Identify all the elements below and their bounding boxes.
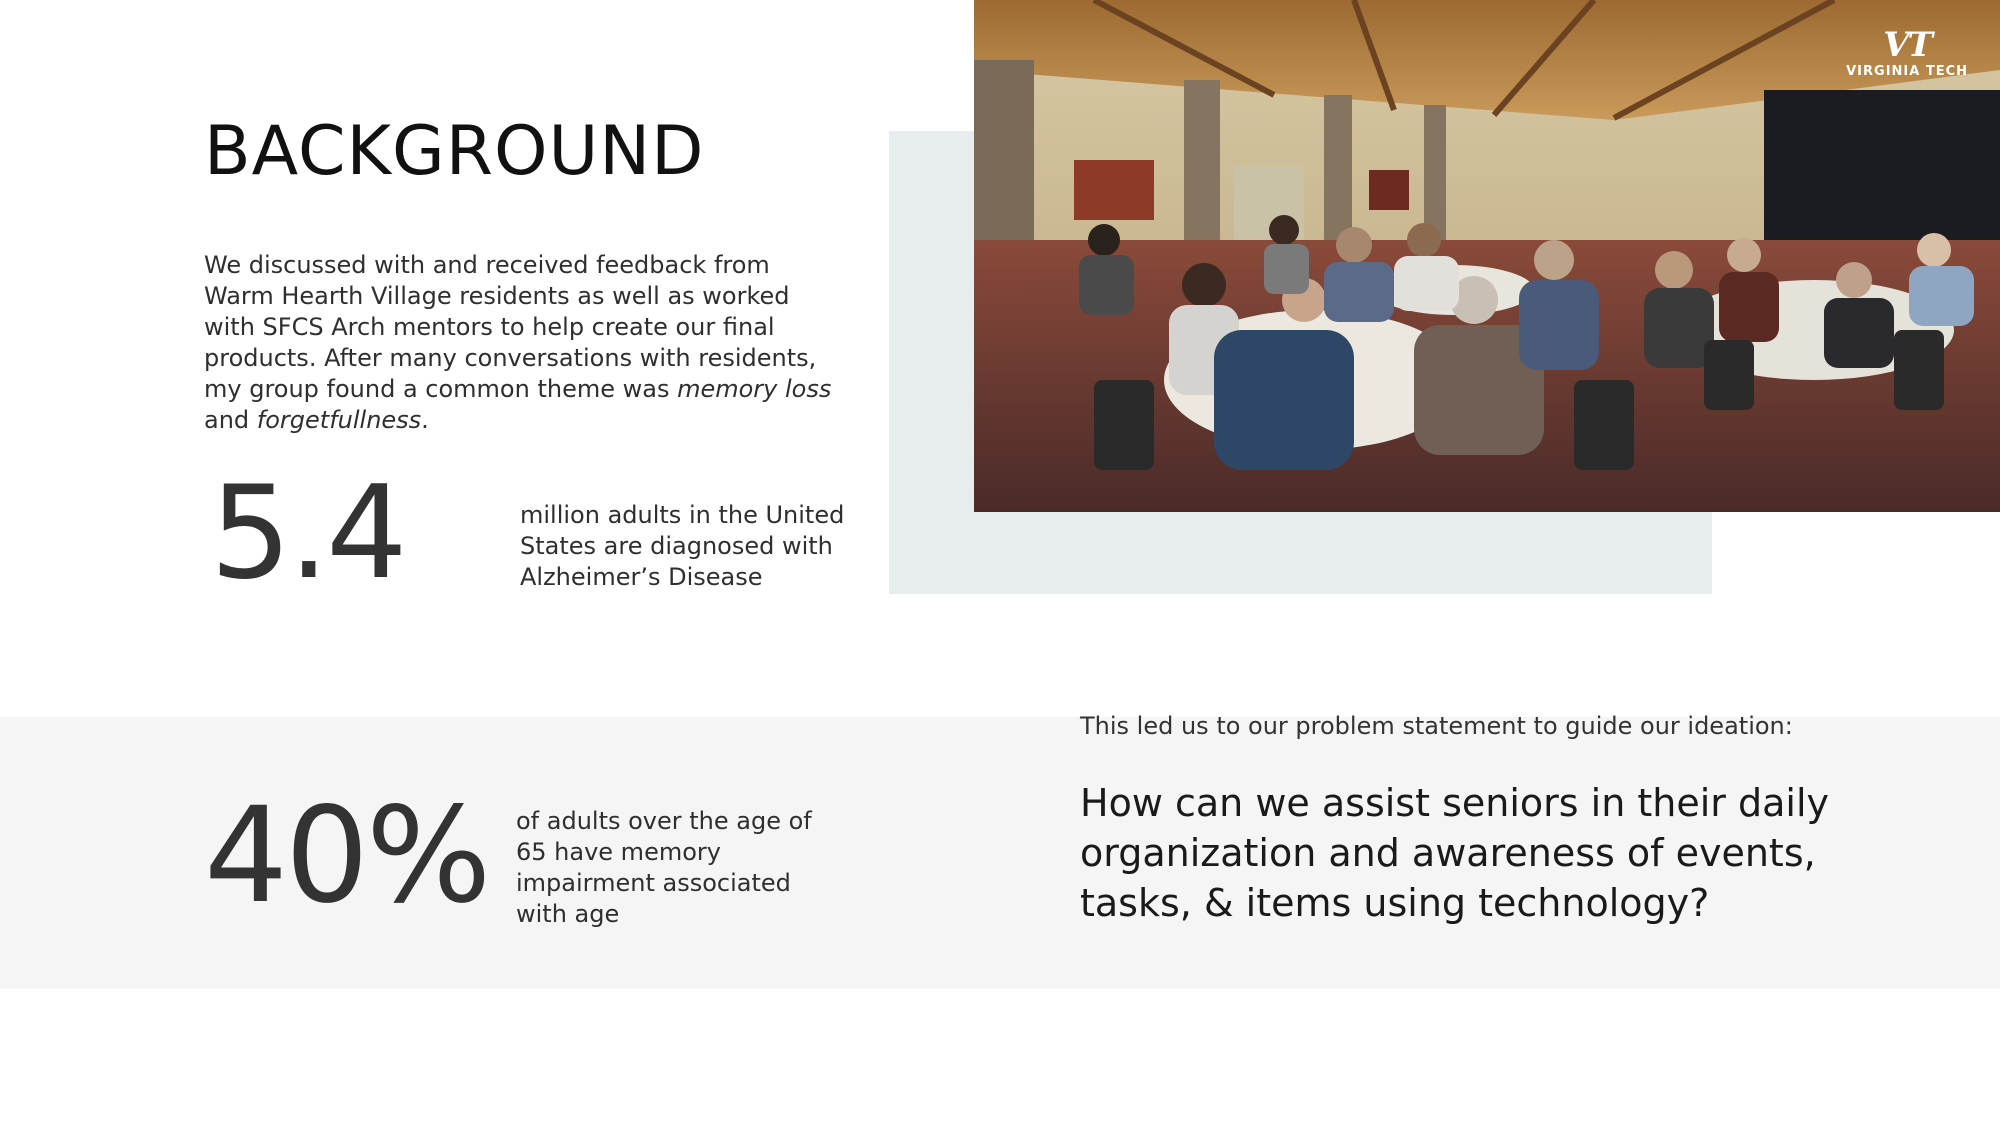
stat-value-alzheimers: 5.4 (210, 459, 405, 608)
intro-emphasis-forgetfulness: forgetfullness (256, 406, 422, 434)
intro-paragraph (204, 250, 844, 436)
stat-value-memory: 40% (204, 779, 489, 933)
problem-statement: How can we assist seniors in their daily organization and awareness of events, tasks, & items using technology? (1080, 781, 1829, 925)
intro-emphasis-memory-loss: memory loss (677, 375, 832, 403)
stat-description-memory: of adults over the age of 65 have memory impairment associated with age (516, 807, 812, 928)
slide-title: BACKGROUND (204, 112, 705, 191)
intro-end: . (421, 406, 429, 434)
intro-connector: and (204, 406, 257, 434)
intro-text: We discussed with and received feedback from Warm Hearth Village residents as well as worked with SFCS Arch mentors to help create our final products. After many conversations with residents, my group found a common theme was (204, 251, 817, 403)
vt-logo-text: VIRGINIA TECH (1846, 64, 1968, 79)
meeting-photo (974, 0, 2000, 512)
virginia-tech-watermark (1846, 25, 1968, 79)
stat-description-alzheimers: million adults in the United States are diagnosed with Alzheimer’s Disease (520, 501, 845, 591)
problem-lead: This led us to our problem statement to guide our ideation: (1080, 712, 1793, 740)
vt-logo-icon: VT (1883, 25, 1931, 65)
